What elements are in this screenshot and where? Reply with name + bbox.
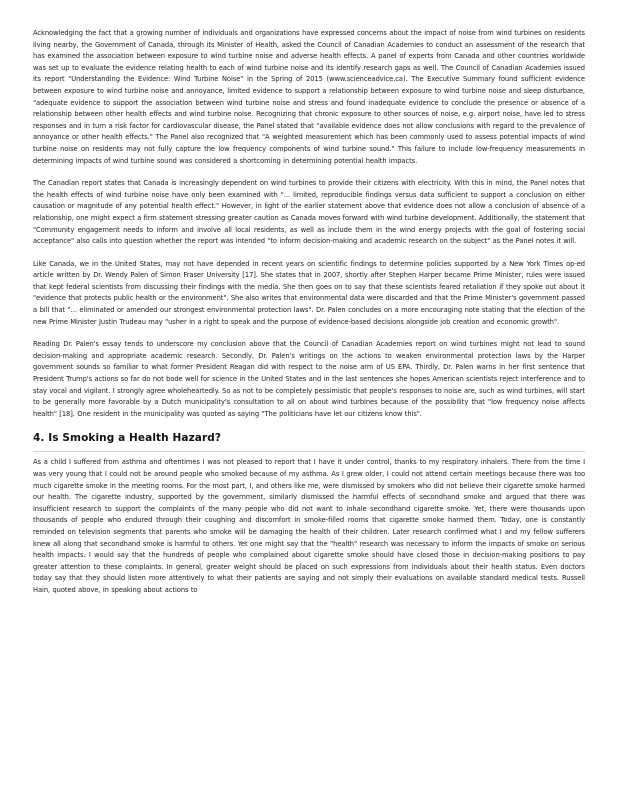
section-divider xyxy=(33,451,585,452)
body-paragraph: The Canadian report states that Canada is increasingly dependent on wind turbines to provide their citizens with electricity. With this in mind, the Panel notes that the health effects of wind turbine noise have only been examined with "... limited, reproducible findings versus data sufficient to support a conclusion on either causation or magnitude of any potential health effect." However, in light of the earlier statement above that evidence does not allow a conclusion of absence of a relationship, one might expect a firm statement stressing greater caution as Canada moves forward with wind turbine development. Additionally, the statement that "Community engagement needs to inform and involve all local residents, as well as include them in the wind energy projects with the goal of fostering social acceptance" also calls into question whether the report was intended "to inform decision-making and academic research on the subject" as the Panel notes it will. xyxy=(33,179,585,246)
section-heading: 4. Is Smoking a Health Hazard? xyxy=(33,432,222,445)
body-paragraph: Like Canada, we in the United States, may not have depended in recent years on scientific findings to determine policies supported by a New York Times op-ed article written by Dr. Wendy Palen of Simon Fraser University [17]. She states that in 2007, shortly after Stephen Harper became Prime Minister, rules were issued that kept federal scientists from discussing their findings with the media. She then goes on to say that these scientists feared retaliation if they spoke out about it "evidence that protects public health or the environment". She also writes that environmental data were discarded and that the Prime Minister's government passed a bill that "... eliminated or amended our strongest environmental protection laws". Dr. Palen concludes on a more encouraging note stating that the election of the new Prime Minister Justin Trudeau may "usher in a right to speak and the purpose of evidence-based decisions alongside job creation and economic growth". xyxy=(33,259,585,326)
body-paragraph: Reading Dr. Palen's essay tends to underscore my conclusion above that the Council of Canadian Academies report on wind turbines might not lead to sound decision-making and appropriate academic research. Secondly, Dr. Palen's writings on the actions to weaken environmental protection laws by the Harper government sounds so familiar to what former President Reagan did with respect to the noise arm of US EPA. Thirdly, Dr. Palen warns in her first sentence that President Trump's actions so far do not bode well for science in the United States and in the last sentences she hopes American scientists reject interference and to stay vocal and vigilant. I strongly agree wholeheartedly. So as not to be completely pessimistic that people's responses to noise are, such as wind turbines, will start to be generally more favorable by a Dutch municipality's consultation to all on about wind turbines because of the possibility that "low frequency noise affects health" [18]. One resident in the municipality was quoted as saying "The politicians have let our citizens know this". xyxy=(33,340,585,418)
document-page xyxy=(33,28,585,608)
body-paragraph: As a child I suffered from asthma and oftentimes I was not pleased to report that I have it under control, thanks to my respiratory inhalers. There from the time I was very young that I could not be around people who smoked because of my asthma. As I grew older, I could not attend certain meetings because there was too much cigarette smoke in the meeting rooms. For the most part, I, and others like me, were dismissed by smokers who did not believe their cigarette smoke harmed our health. The cigarette industry, supported by the government, similarly dismissed the harmful effects of secondhand smoke and argued that there was insufficient research to support the complaints of the many people who did not want to inhale secondhand cigarette smoke. Yet, there were thousands upon thousands of people who endured through their coughing and discomfort in smoke-filled rooms that cigarette smoke harmed them. Today, one is constantly reminded on television segments that parents who smoke will be damaging the health of their children. Later research confirmed what I and my fellow sufferers knew all along that secondhand smoke is harmful to others. Yet one might say that the "health" research was necessary to inform the impacts of smoke on serious health impacts. I would say that the hundreds of people who complained about cigarette smoke should have closed those in decision-making positions to pay greater attention to these complaints. In general, greater weight should be placed on such expressions from individuals about their health status. Even doctors today say that they should listen more attentively to what their patients are saying and not simply their evaluations on available standard medical tests. Russell Hain, quoted above, in speaking about actions to xyxy=(33,458,585,594)
body-paragraph: Acknowledging the fact that a growing number of individuals and organizations have expressed concerns about the impact of noise from wind turbines on residents living nearby, the Government of Canada, through its Minister of Health, asked the Council of Canadian Academies to conduct an assessment of the research that has examined the association between exposure to wind turbine noise and adverse health effects. A panel of experts from Canada and other countries worldwide was set up to evaluate the evidence relating health to each of wind turbine noise and its identify research gaps as well. The Council of Canadian Academies issued its report "Understanding the Evidence: Wind Turbine Noise" in the Spring of 2015 (www.scienceadvice.ca). The Executive Summary found sufficient evidence between exposure to wind turbine noise and annoyance, limited evidence to support a relationship between exposure to wind turbine noise and sleep disturbance, "adequate evidence to support the association between wind turbine noise and stress and found inadequate evidence to conclude the presence or absence of a relationship between other health effects and wind turbine noise. Recognizing that chronic exposure to other sources of noise, e.g. airport noise, have led to stress responses and in turn a risk factor for cardiovascular disease, the Panel stated that "available evidence does not allow conclusions with regard to the prevalence of annoyance or other health effects." The Panel also recognized that "A weighted measurement which has been commonly used to assess potential impacts of wind turbine noise on residents may not fully capture the low frequency components of wind turbine sound." This failure to include low-frequency measurements in determining impacts of wind turbine sound was considered a shortcoming in determining potential health impacts. xyxy=(33,29,585,165)
